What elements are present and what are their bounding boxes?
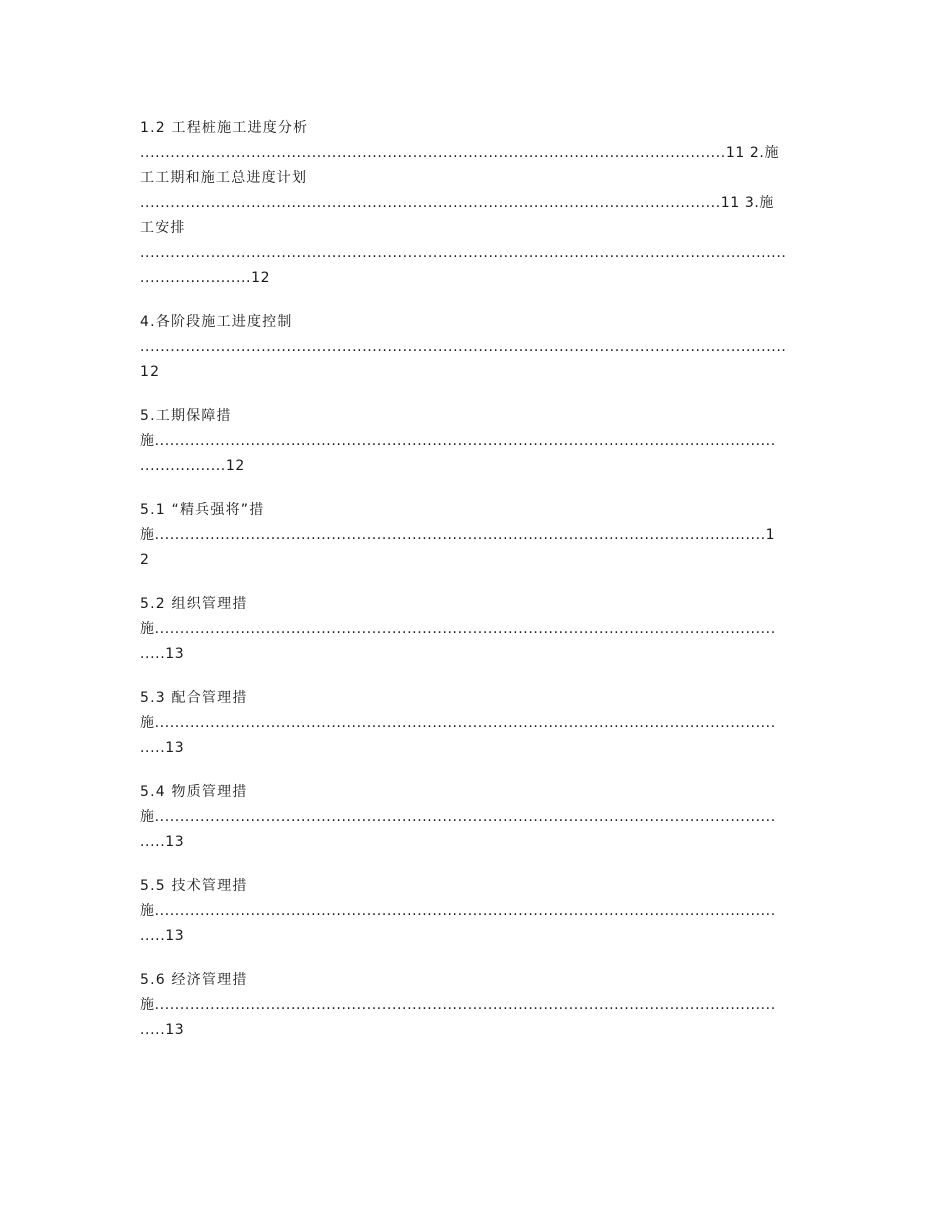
toc-leader-line: 施........................................................................................................................... <box>140 621 776 637</box>
toc-leader-line: 施........................................................................................................................... <box>140 903 776 919</box>
toc-entry-2-title: 工工期和施工总进度计划 <box>140 170 308 186</box>
toc-page-number: 2 <box>140 552 151 568</box>
toc-entry-5-4-title: 5.4 物质管理措 <box>140 784 248 800</box>
toc-page-number: .....13 <box>140 740 185 756</box>
toc-page-number: 12 <box>140 364 161 380</box>
toc-entry-3-title: 工安排 <box>140 220 186 236</box>
toc-entry-5-2-title: 5.2 组织管理措 <box>140 596 248 612</box>
toc-leader-line: ....................................................................................................................11 2.施 <box>140 145 780 161</box>
toc-page-number: .....13 <box>140 928 185 944</box>
toc-entry-5-5-title: 5.5 技术管理措 <box>140 878 248 894</box>
toc-leader-line: 施........................................................................................................................... <box>140 997 776 1013</box>
toc-page-number: ......................12 <box>140 270 271 286</box>
toc-leader-line: 施........................................................................................................................... <box>140 433 776 449</box>
toc-entry-5-1-title: 5.1 “精兵强将”措 <box>140 502 265 518</box>
toc-entry-4-title: 4.各阶段施工进度控制 <box>140 314 293 330</box>
toc-page-number: .....13 <box>140 646 185 662</box>
toc-page-number: .....13 <box>140 1022 185 1038</box>
toc-leader-line: 施........................................................................................................................... <box>140 809 776 825</box>
toc-leader-line: ...................................................................................................................11 3.施 <box>140 195 774 211</box>
toc-entry-5-6-title: 5.6 经济管理措 <box>140 972 248 988</box>
toc-entry-1-2-title: 1.2 工程桩施工进度分析 <box>140 120 309 136</box>
toc-page-number: .................12 <box>140 458 245 474</box>
toc-leader-line: 施.........................................................................................................................1 <box>140 527 776 543</box>
toc-leader-line: ................................................................................................................................ <box>140 339 787 355</box>
toc-leader-line: ................................................................................................................................ <box>140 245 787 261</box>
toc-leader-line: 施........................................................................................................................... <box>140 715 776 731</box>
toc-page-number: .....13 <box>140 834 185 850</box>
toc-entry-5-3-title: 5.3 配合管理措 <box>140 690 248 706</box>
toc-page <box>140 0 820 1230</box>
toc-entry-5-title: 5.工期保障措 <box>140 408 232 424</box>
